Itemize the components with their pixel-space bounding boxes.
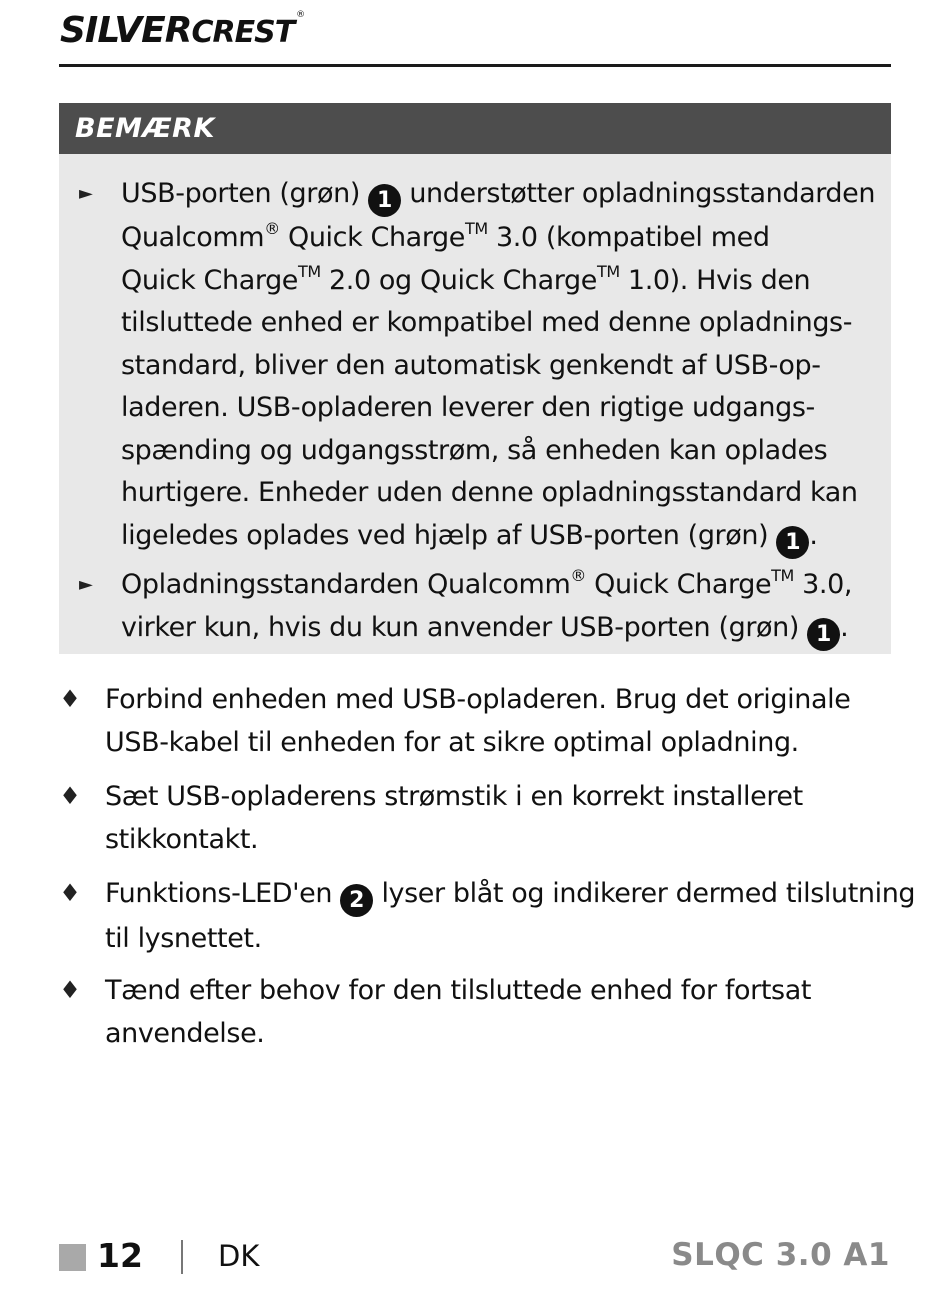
- text-run: USB-porten (grøn): [121, 178, 369, 209]
- text-line: stikkontakt.: [105, 824, 259, 855]
- arrow-marker-icon: ►: [79, 574, 93, 595]
- brand-registered-mark: ®: [296, 10, 305, 20]
- text-run: 1.0). Hvis den: [619, 264, 811, 296]
- text-run: Quick Charge: [121, 264, 299, 296]
- brand-logo-second: CREST: [191, 15, 295, 50]
- step-text: [105, 872, 916, 960]
- callout-number-icon: 1: [776, 526, 809, 559]
- step-text: [105, 969, 905, 1055]
- footer-square-icon: [59, 1244, 86, 1271]
- trademark-mark: TM: [298, 261, 321, 281]
- text-run: Quick Charge: [279, 222, 465, 253]
- text-line: USB-kabel til enheden for at sikre optimal opladning.: [105, 727, 799, 758]
- text-line: tilsluttede enhed er kompatibel med denne opladnings-: [121, 307, 853, 338]
- text-line: standard, bliver den automatisk genkendt af USB-op-: [121, 349, 821, 381]
- step-text: [105, 678, 905, 764]
- callout-number-icon: 2: [340, 884, 373, 917]
- text-line: laderen. USB-opladeren leverer den rigtige udgangs-: [121, 392, 815, 423]
- diamond-bullet-icon: ♦: [59, 976, 81, 1004]
- diamond-bullet-icon: ♦: [59, 879, 81, 907]
- step-text: [105, 775, 905, 861]
- language-code: DK: [218, 1239, 260, 1273]
- note-item-text: [121, 173, 881, 559]
- text-line: til lysnettet.: [105, 923, 262, 954]
- text-line: [121, 173, 881, 217]
- note-box: [59, 154, 891, 654]
- text-run: Opladningsstandarden Qualcomm: [121, 569, 571, 600]
- text-run: ligeledes oplades ved hjælp af USB-porten (grøn): [121, 519, 777, 551]
- text-line: [105, 872, 916, 917]
- text-run: Funktions-LED'en: [105, 878, 341, 909]
- text-line: hurtigere. Enheder uden denne opladningsstandard kan: [121, 477, 858, 508]
- footer-divider: [181, 1240, 183, 1274]
- arrow-marker-icon: ►: [79, 183, 93, 204]
- text-run: understøtter opladningsstandarden: [401, 178, 876, 209]
- diamond-bullet-icon: ♦: [59, 685, 81, 713]
- brand-logo-main: SILVER: [60, 10, 192, 51]
- note-title: BEMÆRK: [59, 103, 891, 154]
- trademark-mark: TM: [596, 261, 620, 281]
- text-run: .: [809, 519, 818, 551]
- trademark-mark: TM: [465, 219, 488, 238]
- text-run: 3.0 (kompatibel med: [487, 222, 770, 253]
- text-run: 3.0,: [793, 569, 853, 600]
- text-line: spænding og udgangsstrøm, så enheden kan oplades: [121, 434, 828, 466]
- text-run: .: [840, 611, 849, 643]
- text-line: Forbind enheden med USB-opladeren. Brug det originale: [105, 684, 851, 715]
- text-line: anvendelse.: [105, 1018, 265, 1049]
- text-line: Tænd efter behov for den tilsluttede enhed for fortsat: [105, 975, 812, 1006]
- page-number: 12: [97, 1236, 143, 1275]
- text-line: [121, 564, 881, 607]
- registered-mark: ®: [570, 566, 586, 585]
- text-run: Quick Charge: [585, 569, 772, 600]
- registered-mark: ®: [264, 219, 280, 238]
- callout-number-icon: 1: [807, 618, 840, 651]
- text-run: Qualcomm: [121, 222, 265, 253]
- text-line: [121, 217, 881, 260]
- trademark-mark: TM: [771, 566, 794, 585]
- text-line: [121, 607, 881, 651]
- text-line: [121, 515, 881, 559]
- page-footer: [0, 1230, 950, 1290]
- text-run: lyser blåt og indikerer dermed tilslutning: [373, 878, 916, 909]
- model-name: SLQC 3.0 A1: [671, 1237, 890, 1273]
- brand-logo: [60, 10, 304, 51]
- text-line: [121, 260, 881, 303]
- text-run: virker kun, hvis du kun anvender USB-porten (grøn): [121, 611, 808, 643]
- text-run: 2.0 og Quick Charge: [320, 264, 597, 296]
- text-line: Sæt USB-opladerens strømstik i en korrekt installeret: [105, 781, 803, 812]
- note-item-text: [121, 564, 881, 651]
- header-rule: [59, 64, 891, 67]
- callout-number-icon: 1: [368, 184, 401, 217]
- diamond-bullet-icon: ♦: [59, 782, 81, 810]
